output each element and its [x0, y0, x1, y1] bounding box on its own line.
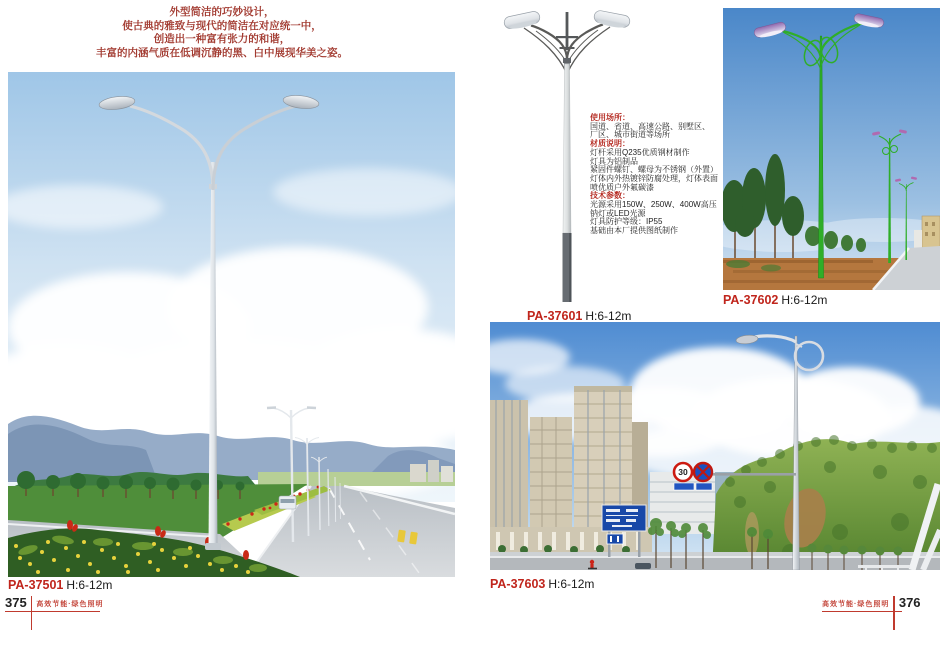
no-stopping-sign	[694, 463, 712, 481]
spec-line: 灯体内外热镀锌防腐处理，灯体表面	[590, 173, 718, 183]
footer-left	[5, 596, 104, 630]
speed-limit-value: 30	[678, 467, 688, 478]
product-label-pa-37601	[527, 307, 631, 325]
photo-pa-37501	[8, 72, 455, 577]
city-scene-illustration	[490, 322, 940, 570]
footer-rule-right	[822, 611, 902, 612]
product-code: PA-37601	[527, 309, 583, 323]
footer-slogan-left: 高效节能·绿色照明	[36, 601, 104, 608]
spec-line: 国道、省道、高速公路、别墅区、	[590, 121, 710, 131]
product-height: H:6-12m	[66, 578, 113, 592]
product-height: H:6-12m	[585, 309, 632, 323]
footer-divider-right	[893, 596, 895, 630]
photo-pa-37602	[723, 8, 940, 290]
product-code: PA-37603	[490, 577, 546, 591]
green-lamp-scene-illustration	[723, 8, 940, 290]
spec-line: 喷优质户外氟碳漆	[590, 182, 654, 192]
spec-usage-title: 使用场所：	[590, 113, 630, 122]
spec-material-title: 材质说明：	[590, 139, 630, 149]
product-code: PA-37602	[723, 293, 779, 307]
intro-line-2: 使古典的雅致与现代的简洁在对应统一中，	[122, 19, 322, 32]
photo-pa-37603	[490, 322, 940, 570]
spec-line: 钠灯或LED光源	[590, 208, 646, 218]
spec-line: 紧固件螺钉、螺母为不锈钢（外置）	[590, 165, 718, 175]
product-height: H:6-12m	[548, 577, 595, 591]
footer-rule-left	[5, 611, 100, 612]
product-label-pa-37602	[723, 291, 827, 309]
product-label-pa-37501	[8, 576, 112, 594]
footer-slogan-right: 高效节能·绿色照明	[822, 601, 890, 608]
spec-tech-title: 技术参数：	[590, 191, 630, 201]
page-number-right: 376	[898, 595, 921, 610]
car	[635, 563, 651, 569]
spec-line: 光源采用150W、250W、400W高压	[590, 200, 717, 210]
page-number-left: 375	[5, 595, 27, 610]
spec-line: 厂区、城市街道等场所	[590, 130, 670, 140]
road-scene-illustration	[8, 72, 455, 577]
intro-line-4: 丰富的内涵气质在低调沉静的黑、白中展现华美之姿。	[96, 46, 348, 59]
product-height: H:6-12m	[781, 293, 828, 307]
spec-line: 基础由本厂提供图纸制作	[590, 226, 678, 236]
intro-line-1: 外型简洁的巧妙设计，	[169, 6, 275, 18]
intro-line-3: 创造出一种富有张力的和谐，	[153, 33, 291, 45]
footer-divider-left	[31, 596, 33, 630]
spec-line: 灯杆采用Q235优质钢材制作	[590, 147, 690, 157]
lane-arrow-sign	[607, 534, 623, 544]
spec-line: 灯具为铝制品	[590, 156, 638, 166]
footer-right	[822, 596, 921, 630]
spec-line: 灯具防护等级：IP55	[590, 217, 663, 227]
intro-text	[62, 6, 382, 60]
product-specs	[590, 114, 725, 236]
product-code: PA-37501	[8, 578, 64, 592]
bus	[279, 496, 296, 509]
product-label-pa-37603	[490, 575, 594, 593]
